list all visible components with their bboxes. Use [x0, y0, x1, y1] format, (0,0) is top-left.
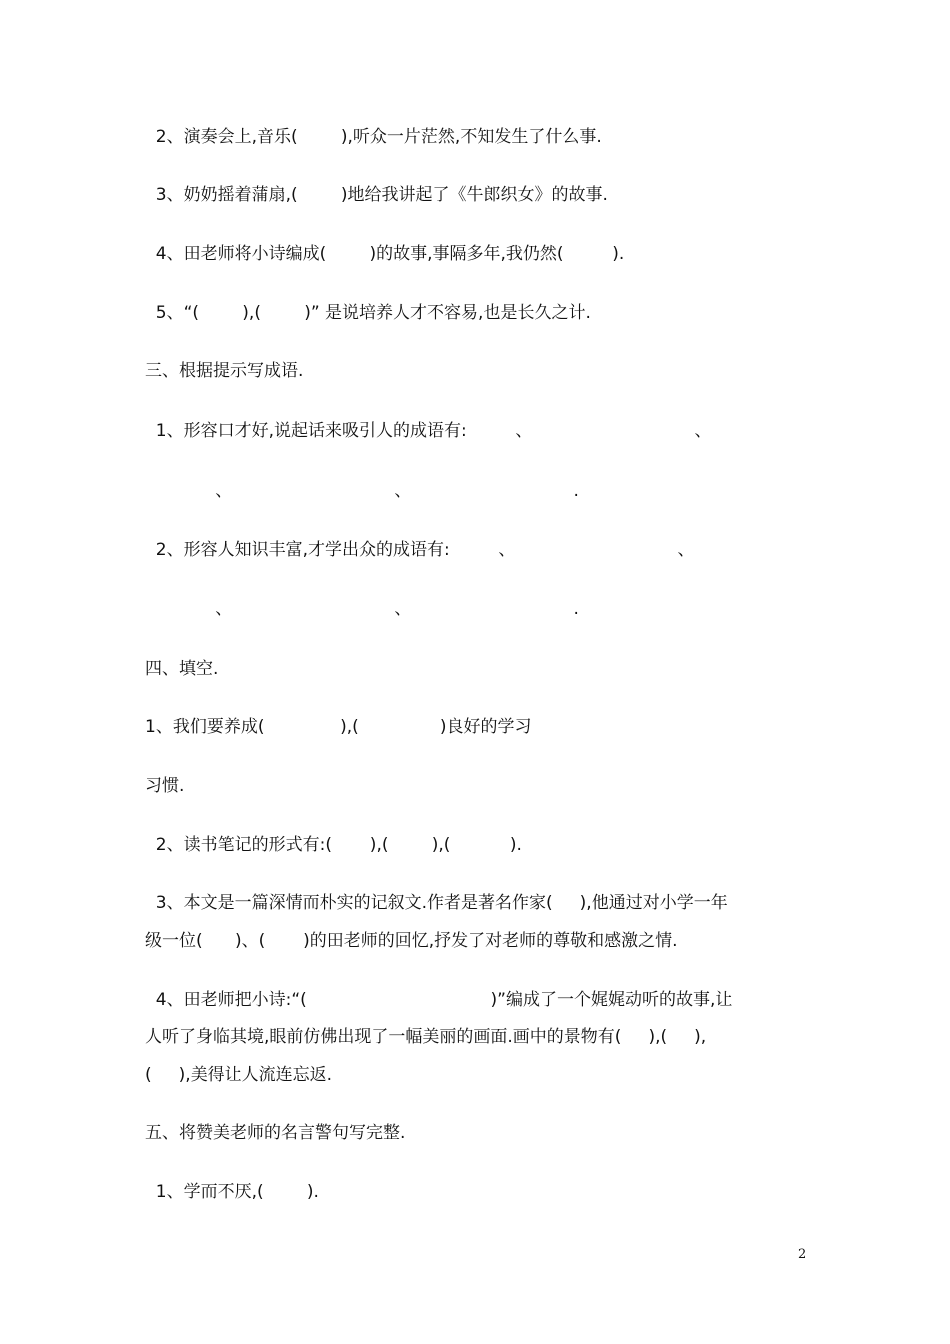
section-4-heading: 四、填空. [145, 659, 219, 679]
line-habits-cont: 习惯. [145, 776, 185, 796]
page-number: 2 [798, 1247, 807, 1262]
line-poem-story-end: ( ),美得让人流连忘返. [145, 1065, 333, 1085]
line-poem-story-cont: 人听了身临其境,眼前仿佛出现了一幅美丽的画面.画中的景物有( ),( ), [145, 1027, 707, 1047]
line-idioms-eloquence: 1、形容口才好,说起话来吸引人的成语有: 、 、 [145, 421, 712, 441]
section-3-heading: 三、根据提示写成语. [145, 361, 304, 381]
line-poem-story: 4、田老师把小诗:“( )”编成了一个娓娓动听的故事,让 [145, 990, 733, 1010]
section-5-heading: 五、将赞美老师的名言警句写完整. [145, 1123, 406, 1143]
line-2-music: 2、演奏会上,音乐( ),听众一片茫然,不知发生了什么事. [145, 127, 602, 147]
line-habits: 1、我们要养成( ),( )良好的学习 [145, 717, 532, 737]
line-3-grandma: 3、奶奶摇着蒲扇,( )地给我讲起了《牛郎织女》的故事. [145, 185, 608, 205]
line-5-proverb: 5、“( ),( )” 是说培养人才不容易,也是长久之计. [145, 303, 591, 323]
line-quote-1: 1、学而不厌,( ). [145, 1182, 319, 1202]
line-idioms-knowledge: 2、形容人知识丰富,才学出众的成语有: 、 、 [145, 540, 695, 560]
line-reading-notes: 2、读书笔记的形式有:( ),( ),( ). [145, 835, 522, 855]
line-idioms-eloquence-cont: 、 、 . [145, 481, 579, 501]
line-4-teacher-poem: 4、田老师将小诗编成( )的故事,事隔多年,我仍然( ). [145, 244, 625, 264]
line-narrative: 3、本文是一篇深情而朴实的记叙文.作者是著名作家( ),他通过对小学一年 [145, 893, 728, 913]
line-idioms-knowledge-cont: 、 、 . [145, 599, 579, 619]
line-narrative-cont: 级一位( )、( )的田老师的回忆,抒发了对老师的尊敬和感激之情. [145, 931, 678, 951]
